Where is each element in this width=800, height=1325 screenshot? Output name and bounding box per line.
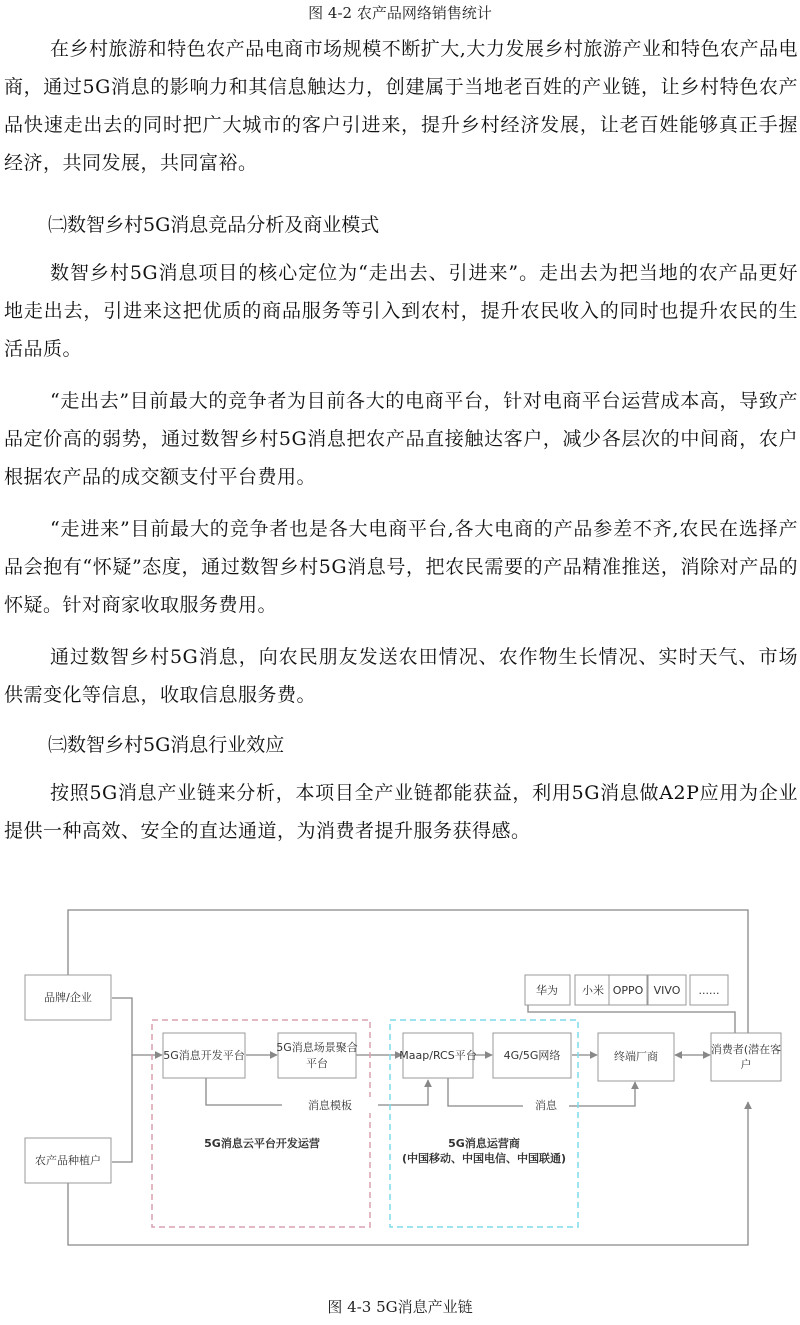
- maap-label: Maap/RCS平台: [399, 1049, 477, 1062]
- figure-caption-4-2: 图 4-2 农产品网络销售统计: [308, 4, 492, 22]
- brand-label: 品牌/企业: [44, 991, 92, 1004]
- message-label: 消息: [535, 1099, 557, 1112]
- scene-platform-label-1: 5G消息场景聚合: [276, 1041, 358, 1054]
- consumer-label-2: 户: [740, 1058, 752, 1071]
- industry-chain-diagram: [0, 900, 800, 1270]
- vendor-label-2: OPPO: [612, 984, 644, 997]
- template-label: 消息模板: [308, 1099, 352, 1112]
- dev-platform-label: 5G消息开发平台: [163, 1049, 245, 1062]
- section-heading-3: ㈢数智乡村5G消息行业效应: [48, 734, 285, 756]
- operator-label-1: 5G消息运营商: [448, 1137, 520, 1150]
- farmer-label: 农产品种植户: [35, 1154, 101, 1167]
- paragraph-2: 数智乡村5G消息项目的核心定位为“走出去、引进来”。走出去为把当地的农产品更好地走出去，引进来这把优质的商品服务等引入到农村，提升农民收入的同时也提升农民的生活品质。: [4, 262, 798, 360]
- consumer-node: [711, 1033, 781, 1081]
- terminal-label: 终端厂商: [614, 1050, 658, 1063]
- network-label: 4G/5G网络: [503, 1049, 561, 1062]
- vendor-label-4: ......: [698, 984, 720, 997]
- vendor-label-3: VIVO: [653, 984, 681, 997]
- operator-label-2: (中国移动、中国电信、中国联通): [401, 1152, 567, 1165]
- paragraph-6: 按照5G消息产业链来分析，本项目全产业链都能获益，利用5G消息做A2P应用为企业提供一种高效、安全的直达通道，为消费者提升服务获得感。: [4, 782, 798, 842]
- paragraph-3: “走出去”目前最大的竞争者为目前各大的电商平台，针对电商平台运营成本高，导致产品定价高的弱势，通过数智乡村5G消息把农产品直接触达客户，减少各层次的中间商，农户根据农产品的成交额支付平台费用。: [4, 390, 798, 488]
- figure-caption-4-3: 图 4-3 5G消息产业链: [327, 1298, 473, 1316]
- scene-platform-node: [278, 1033, 356, 1078]
- vendor-label-1: 小米: [582, 984, 604, 997]
- paragraph-1: 在乡村旅游和特色农产品电商市场规模不断扩大,大力发展乡村旅游产业和特色农产品电商，通过5G消息的影响力和其信息触达力，创建属于当地老百姓的产业链，让乡村特色农产品快速走出去的同时把广大城市的客户引进来，提升乡村经济发展，让老百姓能够真正手握经济，共同发展，共同富裕。: [4, 38, 798, 174]
- paragraph-4: “走进来”目前最大的竞争者也是各大电商平台,各大电商的产品参差不齐,农民在选择产品会抱有“怀疑”态度，通过数智乡村5G消息号，把农民需要的产品精准推送，消除对产品的怀疑。针对商家收取服务费用。: [4, 518, 798, 616]
- scene-platform-label-2: 平台: [306, 1057, 328, 1070]
- consumer-label-1: 消费者(潜在客: [710, 1043, 782, 1056]
- section-heading-2: ㈡数智乡村5G消息竞品分析及商业模式: [48, 214, 380, 236]
- paragraph-5: 通过数智乡村5G消息，向农民朋友发送农田情况、农作物生长情况、实时天气、市场供需变化等信息，收取信息服务费。: [4, 646, 798, 706]
- cloud-group-label: 5G消息云平台开发运营: [204, 1137, 320, 1150]
- vendor-label-0: 华为: [536, 984, 558, 997]
